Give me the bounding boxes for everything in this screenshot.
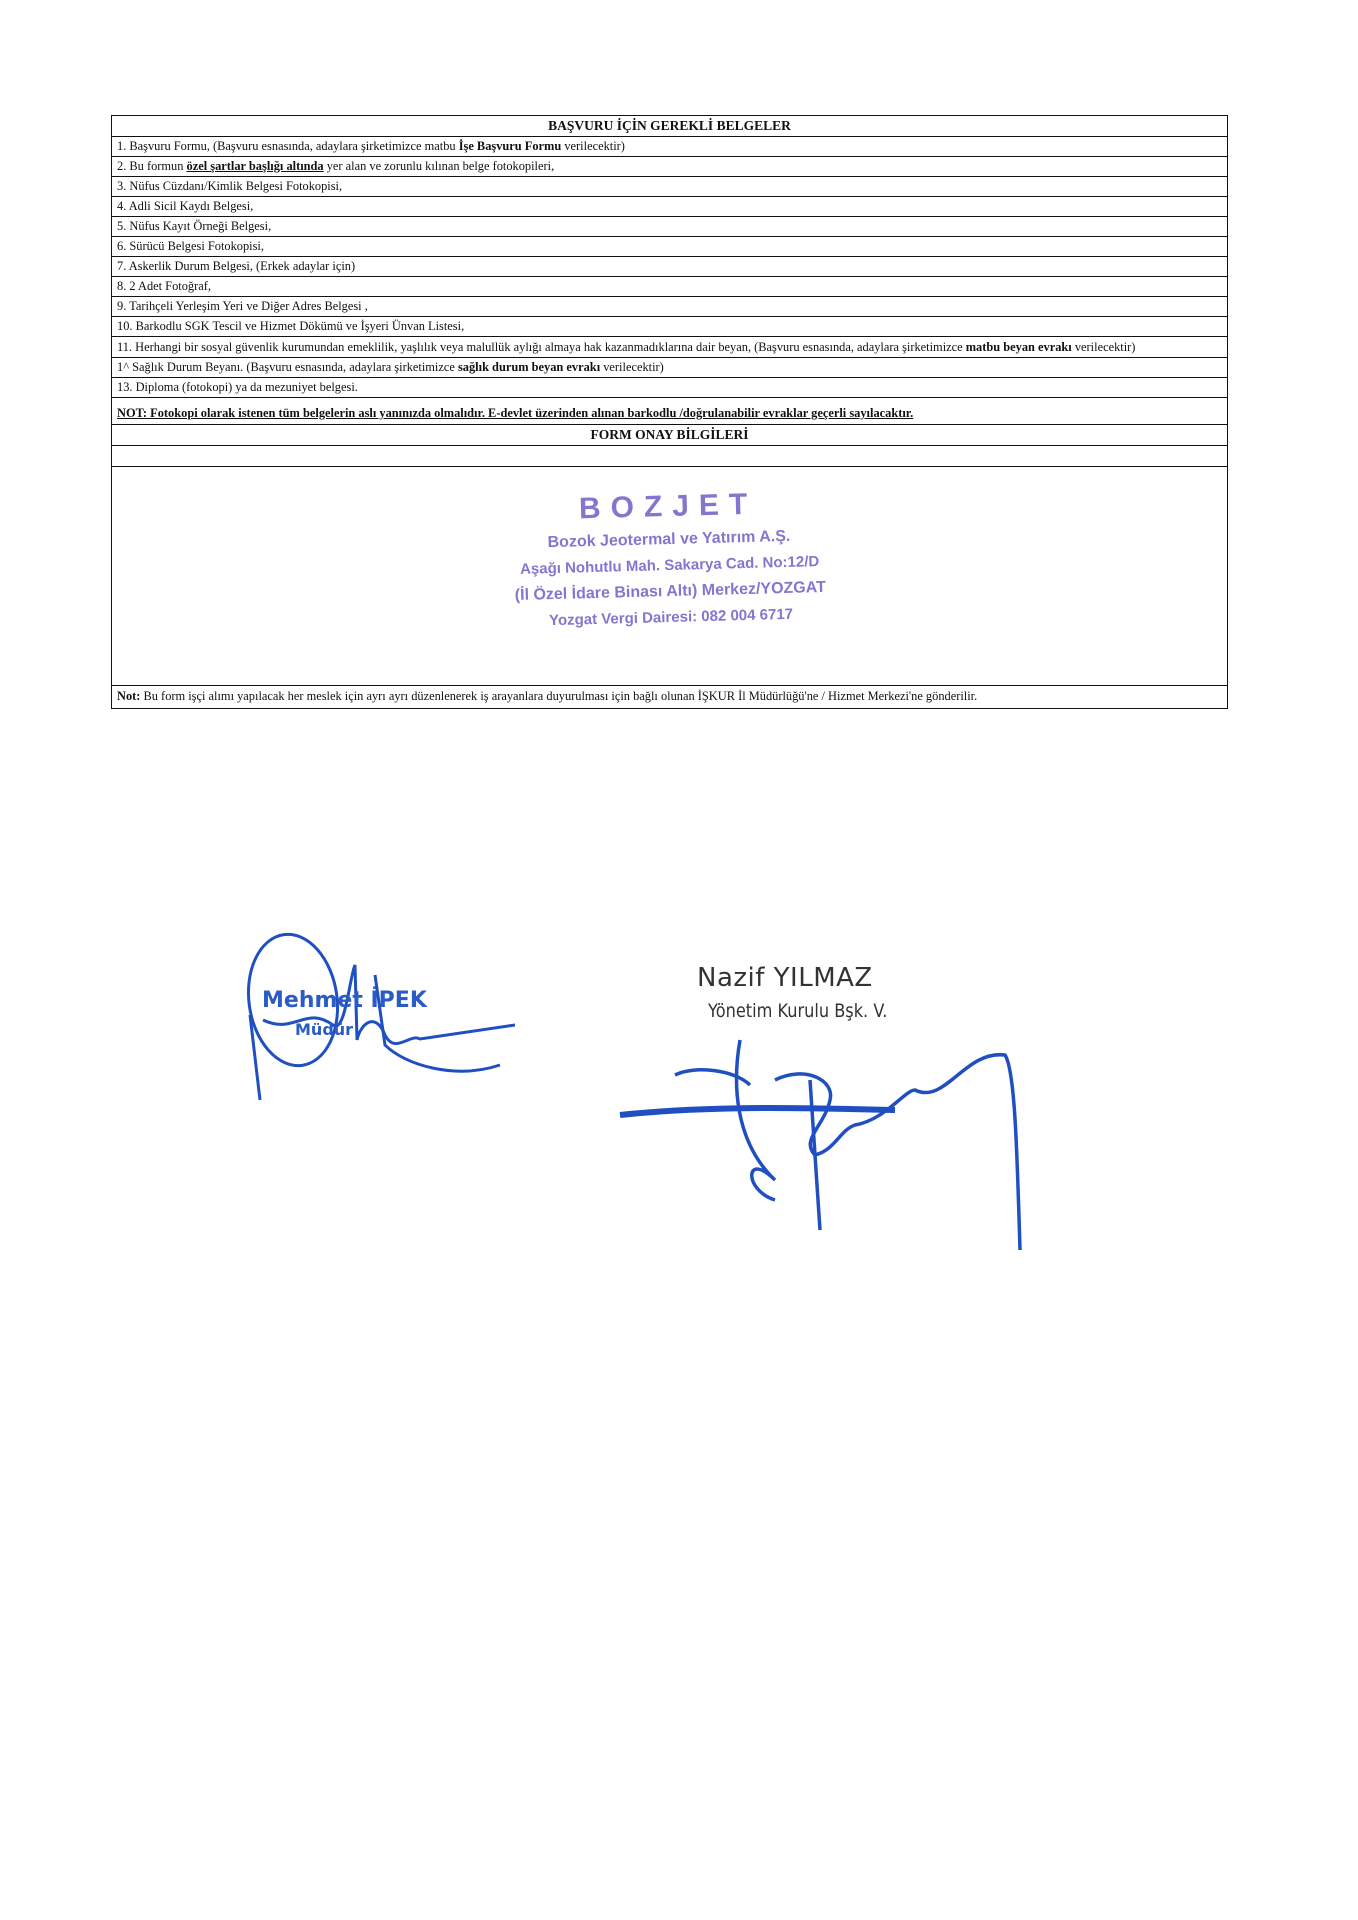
required-docs-list	[112, 137, 1227, 398]
required-doc-item	[112, 197, 1227, 217]
company-stamp	[110, 472, 1228, 645]
required-doc-text: verilecektir)	[1071, 340, 1136, 354]
required-doc-text: 1. Başvuru Formu, (Başvuru esnasında, adaylara şirketimizce matbu	[117, 139, 459, 153]
required-doc-text: 4. Adli Sicil Kaydı Belgesi,	[117, 199, 254, 213]
required-docs-header: BAŞVURU İÇİN GEREKLİ BELGELER	[112, 116, 1227, 137]
required-doc-text: İşe Başvuru Formu	[458, 139, 562, 153]
required-doc-text: verilecektir)	[561, 139, 625, 153]
required-doc-item	[112, 277, 1227, 297]
required-doc-item	[112, 237, 1227, 257]
approval-blank-row	[112, 446, 1227, 467]
required-doc-text: yer alan ve zorunlu kılınan belge fotokopileri,	[323, 159, 555, 173]
right-signatory-title: Yönetim Kurulu Bşk. V.	[708, 1000, 888, 1022]
footer-label: Not:	[117, 689, 141, 703]
approval-header: FORM ONAY BİLGİLERİ	[112, 425, 1227, 446]
form-footer-note	[112, 686, 1227, 708]
stamp-area	[112, 467, 1227, 686]
stamp-address-line: Aşağı Nohutlu Mah. Sakarya Cad. No:12/D	[519, 553, 820, 578]
stamp-address-line-2: (İl Özel İdare Binası Altı) Merkez/YOZGAT	[514, 578, 827, 605]
required-doc-item	[112, 297, 1227, 317]
required-doc-text: 1^ Sağlık Durum Beyanı. (Başvuru esnasında, adaylara şirketimizce	[117, 360, 458, 374]
required-doc-item	[112, 257, 1227, 277]
required-doc-text: sağlık durum beyan evrakı	[457, 360, 601, 374]
required-doc-item	[112, 337, 1227, 358]
left-signatory-title: Müdür	[295, 1020, 354, 1039]
required-doc-text: verilecektir)	[600, 360, 664, 374]
required-doc-item	[112, 217, 1227, 237]
required-doc-item	[112, 157, 1227, 177]
required-doc-item	[112, 358, 1227, 378]
required-doc-text: 9. Tarihçeli Yerleşim Yeri ve Diğer Adres Belgesi ,	[117, 299, 368, 313]
requirements-form	[111, 115, 1228, 709]
required-doc-item	[112, 317, 1227, 337]
required-doc-item	[112, 137, 1227, 157]
required-doc-text: 6. Sürücü Belgesi Fotokopisi,	[117, 239, 264, 253]
required-doc-text: 2. Bu formun	[117, 159, 187, 173]
footer-text: Bu form işçi alımı yapılacak her meslek için ayrı ayrı düzenlenerek iş arayanlara duyurulması için bağlı olunan İŞKUR İl Müdürlüğü'ne / Hizmet Merkezi'ne gönderilir.	[140, 689, 978, 703]
required-doc-text: 5. Nüfus Kayıt Örneği Belgesi,	[117, 219, 272, 233]
right-signature	[615, 1030, 1035, 1250]
required-doc-text: 7. Askerlik Durum Belgesi, (Erkek adaylar için)	[117, 259, 356, 273]
left-signatory-name: Mehmet İPEK	[262, 988, 427, 1013]
stamp-logo-text: BOZJET	[578, 487, 758, 526]
stamp-tax-office: Yozgat Vergi Dairesi: 082 004 6717	[548, 605, 794, 630]
required-doc-text: 3. Nüfus Cüzdanı/Kimlik Belgesi Fotokopisi,	[117, 179, 343, 193]
right-signatory-name: Nazif YILMAZ	[697, 963, 873, 993]
required-doc-text: özel şartlar başlığı altında	[186, 159, 324, 173]
required-doc-text: 13. Diploma (fotokopi) ya da mezuniyet belgesi.	[117, 380, 358, 394]
photocopy-note: NOT: Fotokopi olarak istenen tüm belgelerin aslı yanınızda olmalıdır. E-devlet üzerinden alınan barkodlu /doğrulanabilir evraklar geçerli sayılacaktır.	[112, 398, 1227, 425]
required-doc-text: 11. Herhangi bir sosyal güvenlik kurumundan emeklilik, yaşlılık veya malullük aylığı almaya hak kazanmadıklarına dair beyan, (Başvuru esnasında, adaylara şirketimizce	[117, 340, 966, 354]
stamp-company-name: Bozok Jeotermal ve Yatırım A.Ş.	[547, 527, 791, 552]
required-doc-text: matbu beyan evrakı	[965, 340, 1072, 354]
required-doc-text: 10. Barkodlu SGK Tescil ve Hizmet Dökümü ve İşyeri Ünvan Listesi,	[117, 319, 465, 333]
required-doc-item	[112, 177, 1227, 197]
required-doc-item	[112, 378, 1227, 398]
required-doc-text: 8. 2 Adet Fotoğraf,	[117, 279, 211, 293]
left-signature	[235, 915, 515, 1115]
